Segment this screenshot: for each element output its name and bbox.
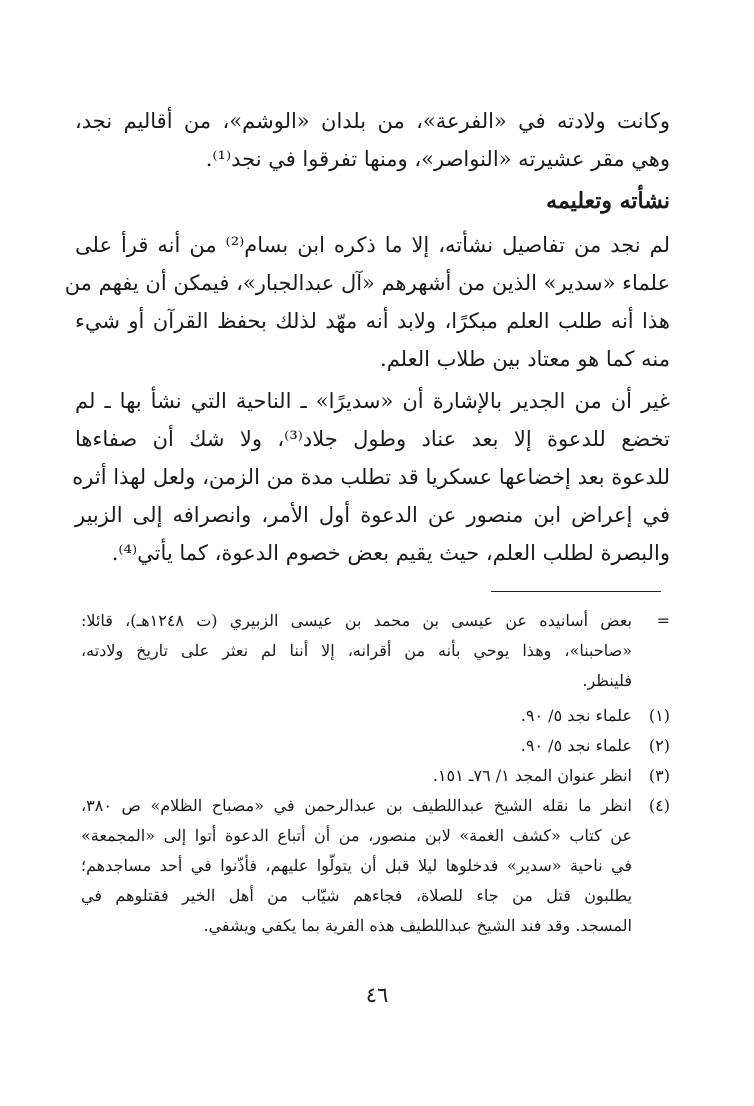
section-heading: نشأته وتعليمه	[546, 188, 670, 214]
footnote-marker: (٤)	[648, 796, 670, 815]
footnote-line: فلينظر.	[582, 671, 632, 690]
footnote-line: بعض أسانيده عن عيسى بن محمد بن عيسى الزبيري (ت ١٢٤٨هـ)، قائلا:	[81, 611, 633, 630]
body-line: علماء «سدير» الذين من أشهرهم «آل عبدالجبار»، فيمكن أن يفهم من	[64, 271, 670, 295]
body-line: وكانت ولادته في «الفرعة»، من بلدان «الوشم»، من أقاليم نجد،	[75, 109, 670, 133]
footnote-line: انظر ما نقله الشيخ عبداللطيف بن عبدالرحمن في «مصباح الظلام» ص ٣٨٠،	[81, 796, 632, 815]
body-line: والبصرة لطلب العلم، حيث يقيم بعض خصوم الدعوة، كما يأتي⁽⁴⁾.	[111, 541, 670, 565]
footnote-line: المسجد. وقد فند الشيخ عبداللطيف هذه الفرية بما يكفي ويشفي.	[203, 916, 632, 935]
body-line: تخضع للدعوة إلا بعد عناد وطول جلاد⁽³⁾، ولا شك أن صفاءها	[75, 427, 670, 451]
footnote-line: يطلبون قتل من جاء للصلاة، فجاءهم شيّاب من أهل الخير فقتلوهم في	[81, 886, 632, 905]
footnote-line: «صاحبنا»، وهذا يوحي بأنه من أقرانه، إلا أننا لم نعثر على تاريخ ولادته،	[81, 641, 632, 660]
footnote-marker: (١)	[648, 706, 670, 725]
body-line: لم نجد من تفاصيل نشأته، إلا ما ذكره ابن بسام⁽²⁾ من أنه قرأ على	[75, 233, 670, 257]
body-line: وهي مقر عشيرته «النواصر»، ومنها تفرقوا في نجد⁽¹⁾.	[205, 147, 670, 171]
body-line: للدعوة بعد إخضاعها عسكريا قد تطلب مدة من الزمن، ولعل لهذا أثره	[72, 465, 670, 489]
body-line: هذا أنه طلب العلم مبكرًا، ولابد أنه مهّد لذلك بحفظ القرآن أو شيء	[75, 309, 670, 333]
footnote-line: انظر عنوان المجد ١/ ٧٦ـ ١٥١.	[432, 766, 632, 785]
body-line: منه كما هو معتاد بين طلاب العلم.	[380, 347, 670, 371]
footnote-line: في ناحية «سدير» فدخلوها ليلا قبل أن يتولّوا عليهم، فأذّنوا في أحد مساجدهم؛	[81, 856, 632, 875]
footnote-line: عن كتاب «كشف الغمة» لابن منصور، من أن أتباع الدعوة أتوا إلى «المجمعة»	[81, 826, 632, 845]
body-line: غير أن من الجدير بالإشارة أن «سديرًا» ـ الناحية التي نشأ بها ـ لم	[75, 389, 670, 413]
footnote-marker: (٣)	[648, 766, 670, 785]
footnote-line: علماء نجد ٥/ ٩٠.	[520, 736, 632, 755]
footnote-continuation-marker: =	[656, 611, 670, 630]
page-number: ٤٦	[365, 983, 389, 1007]
footnote-marker: (٢)	[648, 736, 670, 755]
body-line: في إعراض ابن منصور عن الدعوة أول الأمر، وانصرافه إلى الزبير	[75, 503, 670, 527]
footnote-separator	[491, 591, 661, 592]
footnote-line: علماء نجد ٥/ ٩٠.	[520, 706, 632, 725]
